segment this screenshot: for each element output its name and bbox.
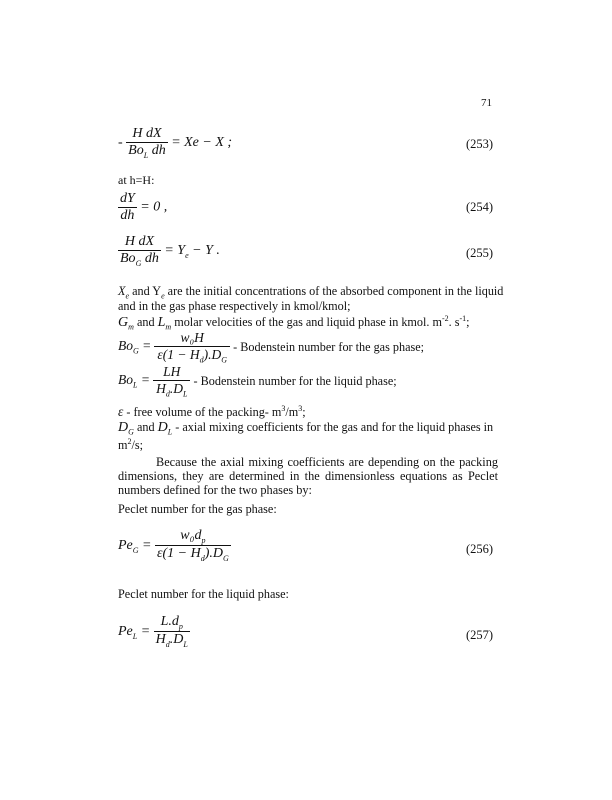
eq254-number: (254) [466, 200, 494, 214]
eq253-rhs: = Xe − X ; [171, 135, 233, 151]
body-paragraph: Because the axial mixing coefficients are depending on the packing dimensions, they are determined in the dimensionless equations as Peclet numbers defined for the two phases by: [118, 455, 498, 497]
eq257-numerator: $L.d_p$ [160, 614, 183, 631]
eq255-fraction [118, 234, 161, 268]
bo-g-lhs: $Bo_G$ = [118, 338, 152, 356]
bo-l-lhs: $Bo_L$ = [118, 372, 150, 390]
eq254-numerator: dY [120, 191, 135, 206]
axial-mixing-units: $m^2/s$; [118, 437, 143, 453]
eq255-number: (255) [466, 246, 494, 260]
eq256-lhs: $Pe_G$ = [118, 537, 152, 555]
equation-254 [118, 191, 167, 224]
bodenstein-gas-definition [118, 330, 424, 365]
eq254-fraction [118, 191, 137, 224]
eq257-fraction [154, 614, 190, 649]
eq254-denominator: dh [118, 207, 137, 224]
eq256-fraction [155, 528, 231, 563]
equation-256 [118, 528, 231, 563]
bo-l-description: - Bodenstein number for the liquid phase; [193, 373, 397, 388]
bo-l-fraction: $\frac{LH}{H_d.D_L}$ [153, 364, 190, 399]
eq255-rhs: = $Y_e - Y$ . [164, 243, 220, 260]
eq257-lhs: $Pe_L$ = [118, 623, 151, 641]
definition-line-1: $X_e$ and $Y_e$ are the initial concentrations of the absorbed component in the liquid [118, 284, 504, 301]
eq253-fraction [126, 126, 168, 160]
eq257-denominator: $H_d.D_L$ [155, 631, 188, 649]
eq256-denominator: $\varepsilon(1 - H_d).D_G$ [157, 545, 229, 563]
peclet-gas-label: Peclet number for the gas phase: [118, 502, 277, 516]
equation-253 [118, 126, 232, 160]
eq253-numerator: H dX [132, 126, 162, 141]
epsilon-definition: ε - free volume of the packing- $m^3/m^3$; [118, 404, 306, 420]
eq253-number: (253) [466, 137, 494, 151]
eq256-number: (256) [466, 542, 494, 556]
eq257-number: (257) [466, 628, 494, 642]
definition-line-3: $G_m$ and $L_m$ molar velocities of the gas and liquid phase in kmol. $m^{-2}$. $s^{-1}$; [118, 314, 470, 332]
equation-255 [118, 234, 220, 268]
definition-line-2: and in the gas phase respectively in kmol/kmol; [118, 299, 351, 313]
eq255-numerator: H dX [124, 234, 154, 249]
peclet-liquid-label: Peclet number for the liquid phase: [118, 587, 289, 601]
eq253-minus: - [118, 135, 123, 151]
page-number: 71 [481, 97, 492, 109]
bo-g-description: - Bodenstein number for the gas phase; [233, 339, 425, 354]
eq255-denominator: $Bo_G$ dh [120, 251, 159, 268]
axial-mixing-definition: $D_G$ and $D_L$ - axial mixing coefficients for the gas and for the liquid phases in [118, 420, 494, 437]
bo-g-fraction: $\frac{\text{w₀H}}{\varepsilon(1 - H_d).D_G}$ [154, 330, 230, 365]
bodenstein-liquid-definition [118, 364, 397, 399]
eq253-denominator: $Bo_L$ dh [128, 143, 166, 160]
boundary-condition-label: at h=H: [118, 173, 155, 187]
equation-257 [118, 614, 190, 649]
eq254-rhs: = 0 , [140, 199, 168, 215]
eq256-numerator: $w_0d_p$ [180, 528, 206, 545]
